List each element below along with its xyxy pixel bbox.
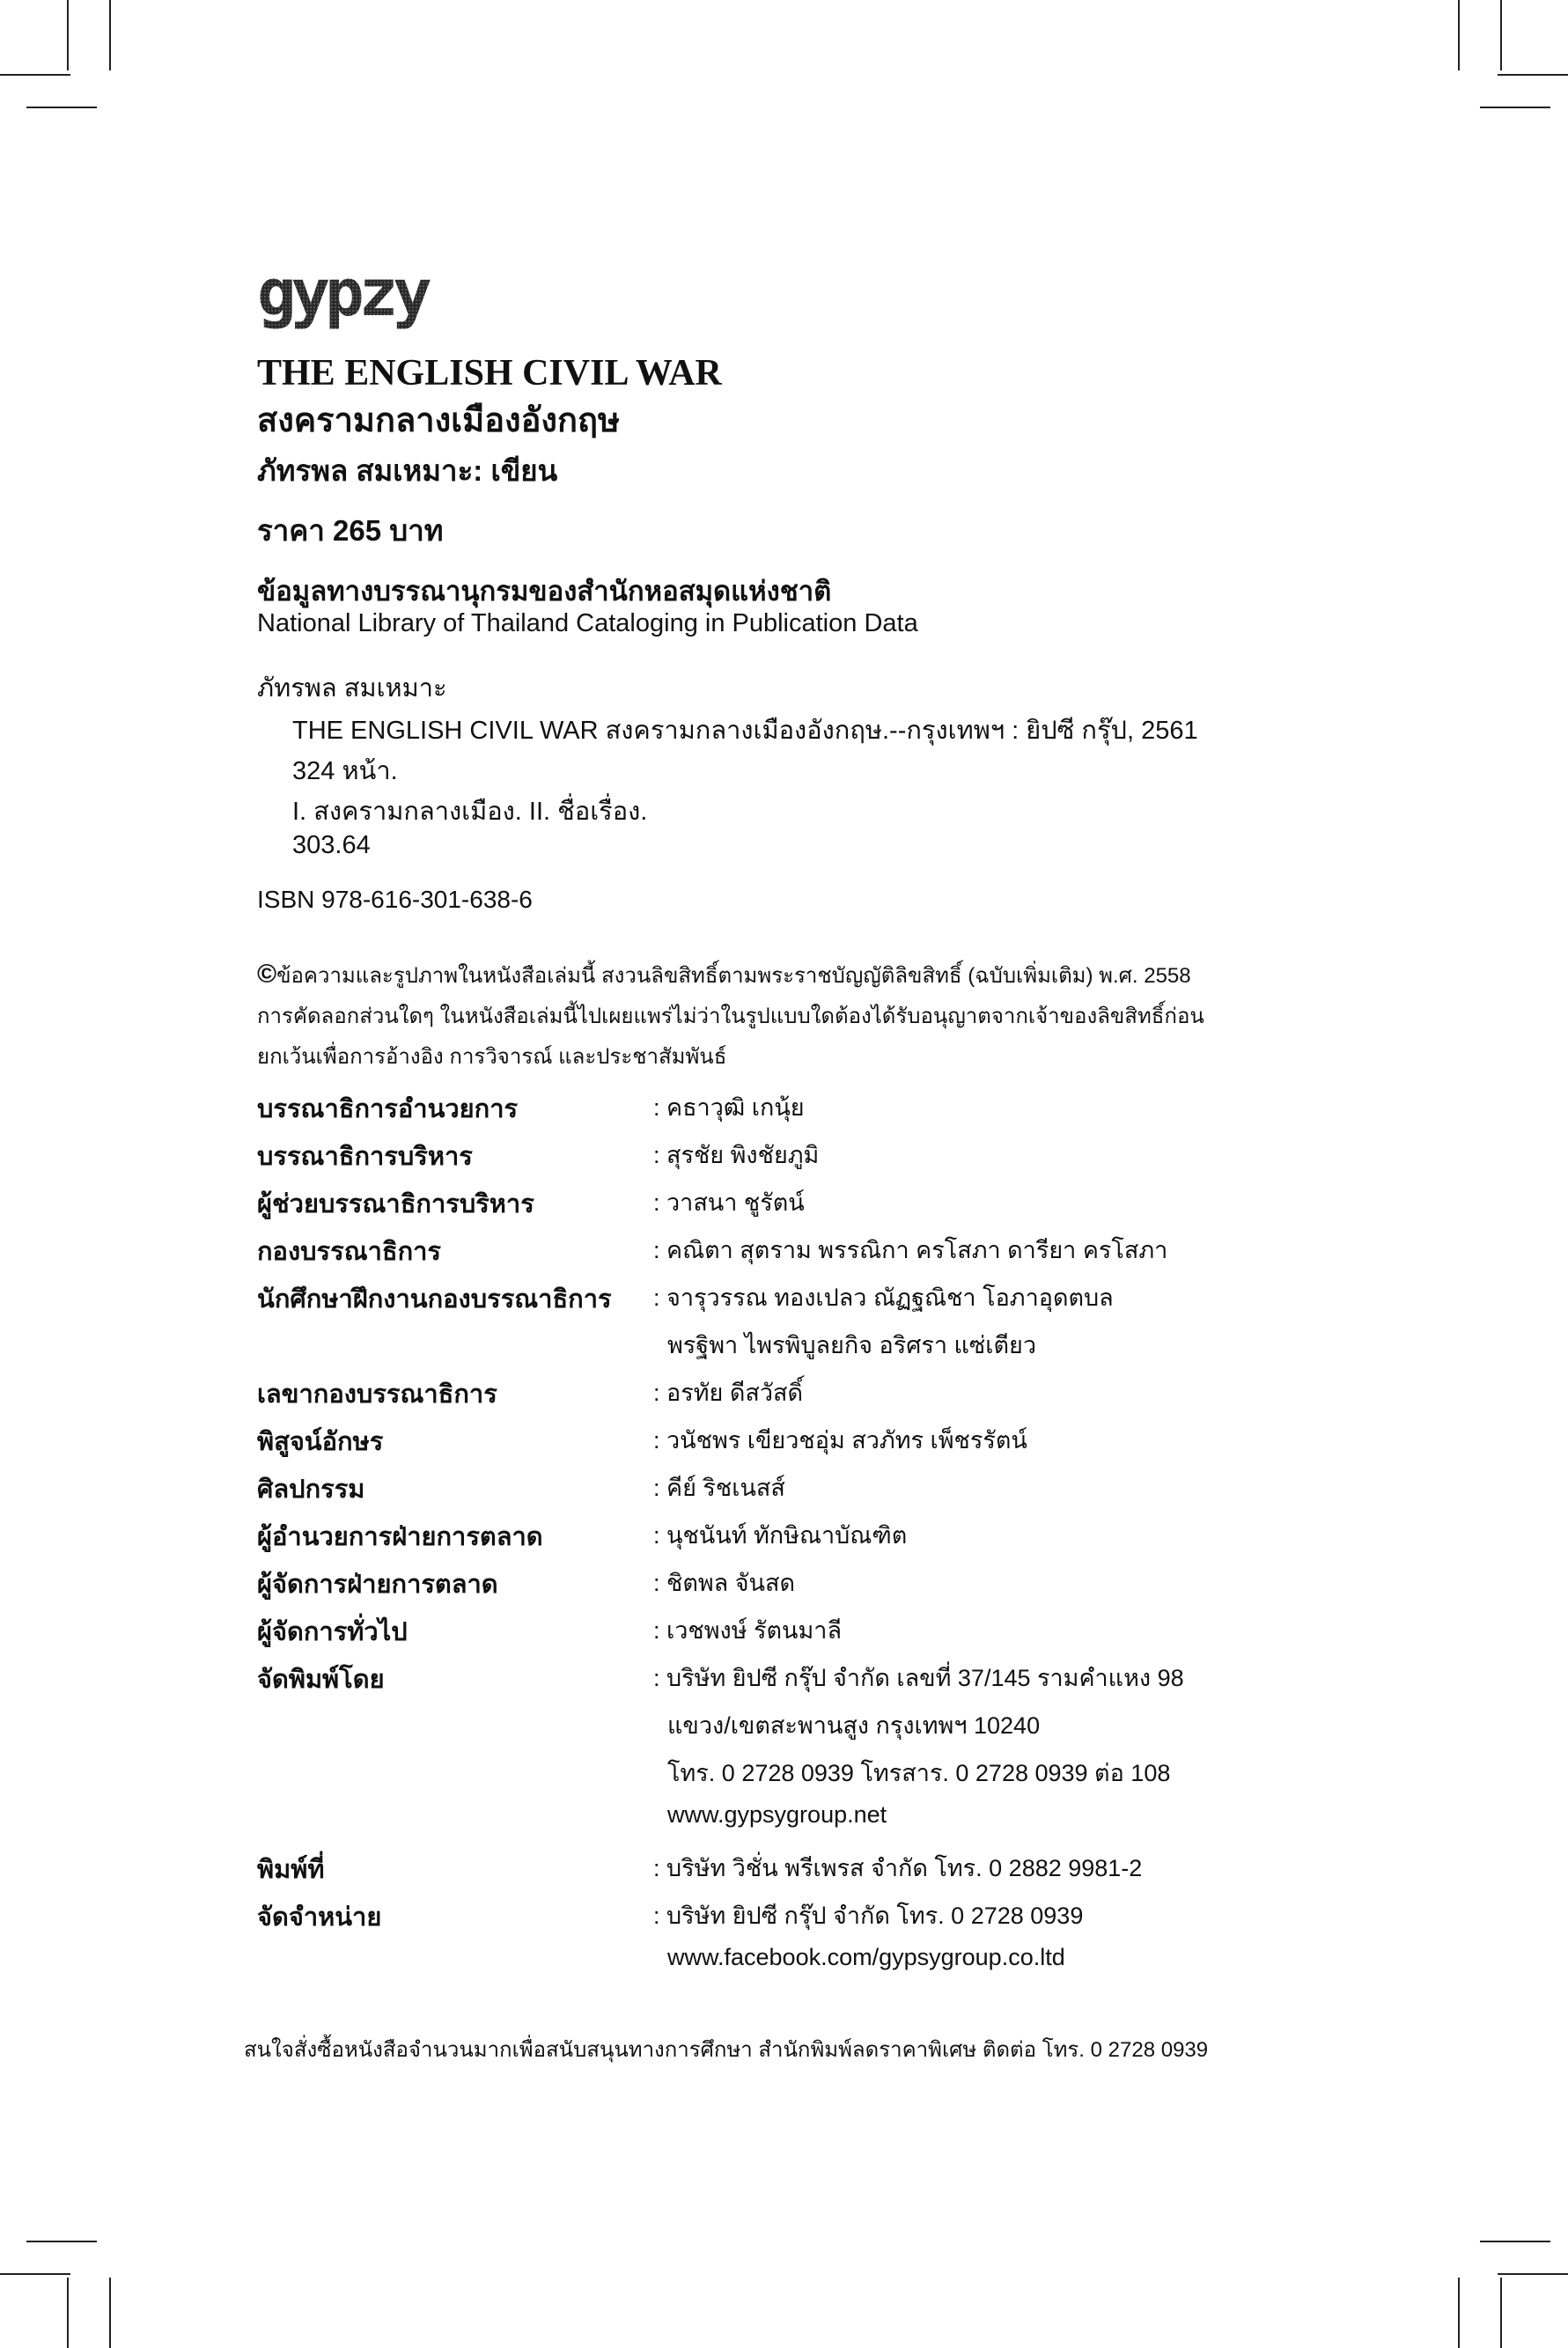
credit-value: พรฐิพา ไพรพิบูลยกิจ อริศรา แซ่เตียว bbox=[667, 1332, 1037, 1358]
credit-row bbox=[257, 1564, 1402, 1611]
copyright-symbol: © bbox=[257, 960, 277, 989]
copyright-line bbox=[257, 954, 1204, 997]
crop-mark bbox=[26, 107, 97, 108]
cip-title-line: THE ENGLISH CIVIL WAR สงครามกลางเมืองอังกฤษ.--กรุงเทพฯ : ยิปซี กรุ๊ป, 2561 bbox=[292, 717, 1198, 745]
crop-mark bbox=[1458, 0, 1460, 70]
crop-mark bbox=[1480, 107, 1550, 108]
credit-value: www.facebook.com/gypsygroup.co.ltd bbox=[667, 1944, 1065, 1970]
credit-row bbox=[257, 1231, 1402, 1278]
crop-mark bbox=[26, 2241, 97, 2242]
credit-value: : บริษัท ยิปซี กรุ๊ป จำกัด โทร. 0 2728 0939 bbox=[653, 1903, 1084, 1929]
crop-mark bbox=[1498, 74, 1568, 76]
credit-value: : ชิตพล จันสด bbox=[653, 1570, 795, 1596]
isbn: ISBN 978-616-301-638-6 bbox=[257, 886, 533, 913]
credit-value: : คณิตา สุตราม พรรณิกา ครโสภา ดารียา ครโสภา bbox=[653, 1237, 1168, 1263]
credit-value: : วาสนา ชูรัตน์ bbox=[653, 1189, 805, 1216]
crop-mark bbox=[109, 0, 111, 70]
publisher-logo bbox=[257, 264, 451, 335]
credit-value: www.gypsygroup.net bbox=[667, 1801, 887, 1828]
crop-mark bbox=[67, 2278, 69, 2348]
credit-label: กองบรรณาธิการ bbox=[257, 1238, 442, 1266]
credit-row bbox=[257, 1136, 1402, 1183]
credit-value: : คีย์ ริชเนสส์ bbox=[653, 1475, 785, 1501]
credit-row bbox=[257, 1849, 1402, 1896]
credit-label: ผู้อำนวยการฝ่ายการตลาด bbox=[257, 1523, 543, 1551]
credit-value: : คธาวุฒิ เกนุ้ย bbox=[653, 1094, 805, 1121]
cip-classification: 303.64 bbox=[292, 831, 371, 859]
credit-label: ศิลปกรรม bbox=[257, 1476, 365, 1504]
cip-pages: 324 หน้า. bbox=[292, 757, 398, 785]
credit-row bbox=[257, 1421, 1402, 1468]
crop-mark bbox=[109, 2278, 111, 2348]
credit-value: : บริษัท วิชั่น พรีเพรส จำกัด โทร. 0 2882 9981-2 bbox=[653, 1855, 1143, 1881]
copyright-text: ข้อความและรูปภาพในหนังสือเล่มนี้ สงวนลิขสิทธิ์ตามพระราชบัญญัติลิขสิทธิ์ (ฉบับเพิ่มเติม) พ.ศ. 2558 bbox=[276, 964, 1191, 988]
credit-value: : อรทัย ดีสวัสดิ์ bbox=[653, 1380, 804, 1406]
credit-value: : นุชนันท์ ทักษิณาบัณฑิต bbox=[653, 1522, 908, 1549]
crop-mark bbox=[1500, 2278, 1502, 2348]
credit-label: บรรณาธิการบริหาร bbox=[257, 1143, 473, 1171]
price: ราคา 265 บาท bbox=[257, 514, 444, 547]
credit-row bbox=[257, 1468, 1402, 1516]
copyright-line: การคัดลอกส่วนใดๆ ในหนังสือเล่มนี้ไปเผยแพร่ไม่ว่าในรูปแบบใดต้องได้รับอนุญาตจากเจ้าของลิขสิทธิ์ก่อน bbox=[257, 1005, 1204, 1028]
credits-list bbox=[257, 1088, 1402, 1991]
credit-value: : จารุวรรณ ทองเปลว ณัฏฐณิชา โอภาอุดตบล bbox=[653, 1284, 1114, 1311]
crop-mark bbox=[67, 0, 69, 70]
credit-value: : สุรชัย พิงชัยภูมิ bbox=[653, 1142, 820, 1168]
copyright-notice bbox=[257, 954, 1204, 1078]
crop-mark bbox=[1500, 0, 1502, 70]
credit-label: ผู้จัดการทั่วไป bbox=[257, 1618, 408, 1646]
credit-row bbox=[257, 1944, 1402, 1991]
credit-label: จัดจำหน่าย bbox=[257, 1903, 382, 1932]
credit-row bbox=[257, 1326, 1402, 1373]
book-title-en: THE ENGLISH CIVIL WAR bbox=[257, 353, 722, 394]
book-title-th: สงครามกลางเมืองอังกฤษ bbox=[257, 402, 621, 439]
credit-label: พิสูจน์อักษร bbox=[257, 1428, 384, 1456]
credit-value: โทร. 0 2728 0939 โทรสาร. 0 2728 0939 ต่อ 108 bbox=[667, 1760, 1171, 1786]
credit-row bbox=[257, 1801, 1402, 1849]
author-line: ภัทรพล สมเหมาะ: เขียน bbox=[257, 454, 558, 487]
cip-heading-en: National Library of Thailand Cataloging in Publication Data bbox=[257, 609, 918, 637]
credit-label: นักศึกษาฝึกงานกองบรรณาธิการ bbox=[257, 1285, 612, 1314]
credit-row bbox=[257, 1516, 1402, 1564]
credit-label: เลขากองบรรณาธิการ bbox=[257, 1380, 497, 1409]
credit-label: จัดพิมพ์โดย bbox=[257, 1666, 385, 1694]
crop-mark bbox=[1498, 2273, 1568, 2275]
cip-heading-th: ข้อมูลทางบรรณานุกรมของสำนักหอสมุดแห่งชาติ bbox=[257, 576, 832, 607]
credit-row bbox=[257, 1278, 1402, 1326]
credit-row bbox=[257, 1088, 1402, 1136]
svg-text:gypzy: gypzy bbox=[257, 264, 427, 331]
copyright-line: ยกเว้นเพื่อการอ้างอิง การวิจารณ์ และประชาสัมพันธ์ bbox=[257, 1045, 727, 1069]
credit-row bbox=[257, 1373, 1402, 1421]
crop-mark bbox=[1458, 2278, 1460, 2348]
crop-mark bbox=[1480, 2241, 1550, 2242]
credit-label: ผู้ช่วยบรรณาธิการบริหาร bbox=[257, 1190, 534, 1218]
credit-value: : วนัชพร เขียวชอุ่ม สวภัทร เพ็ชรรัตน์ bbox=[653, 1427, 1027, 1454]
crop-mark bbox=[0, 74, 70, 76]
credit-row bbox=[257, 1754, 1402, 1801]
credit-row bbox=[257, 1706, 1402, 1754]
credit-value: : บริษัท ยิปซี กรุ๊ป จำกัด เลขที่ 37/145 รามคำแหง 98 bbox=[653, 1665, 1184, 1691]
credit-value: : เวชพงษ์ รัตนมาลี bbox=[653, 1617, 842, 1644]
credit-label: บรรณาธิการอำนวยการ bbox=[257, 1095, 519, 1123]
credit-label: พิมพ์ที่ bbox=[257, 1856, 325, 1884]
cip-subjects: I. สงครามกลางเมือง. II. ชื่อเรื่อง. bbox=[292, 798, 648, 826]
bulk-order-note: สนใจสั่งซื้อหนังสือจำนวนมากเพื่อสนับสนุนทางการศึกษา สำนักพิมพ์ลดราคาพิเศษ ติดต่อ โทร. 0 2728 0939 bbox=[244, 2038, 1209, 2062]
cip-author: ภัทรพล สมเหมาะ bbox=[257, 674, 447, 703]
credit-row bbox=[257, 1896, 1402, 1944]
crop-mark bbox=[0, 2273, 70, 2275]
credit-value: แขวง/เขตสะพานสูง กรุงเทพฯ 10240 bbox=[667, 1712, 1041, 1739]
credit-label: ผู้จัดการฝ่ายการตลาด bbox=[257, 1571, 498, 1599]
credit-row bbox=[257, 1183, 1402, 1231]
credit-row bbox=[257, 1659, 1402, 1706]
credit-row bbox=[257, 1611, 1402, 1659]
